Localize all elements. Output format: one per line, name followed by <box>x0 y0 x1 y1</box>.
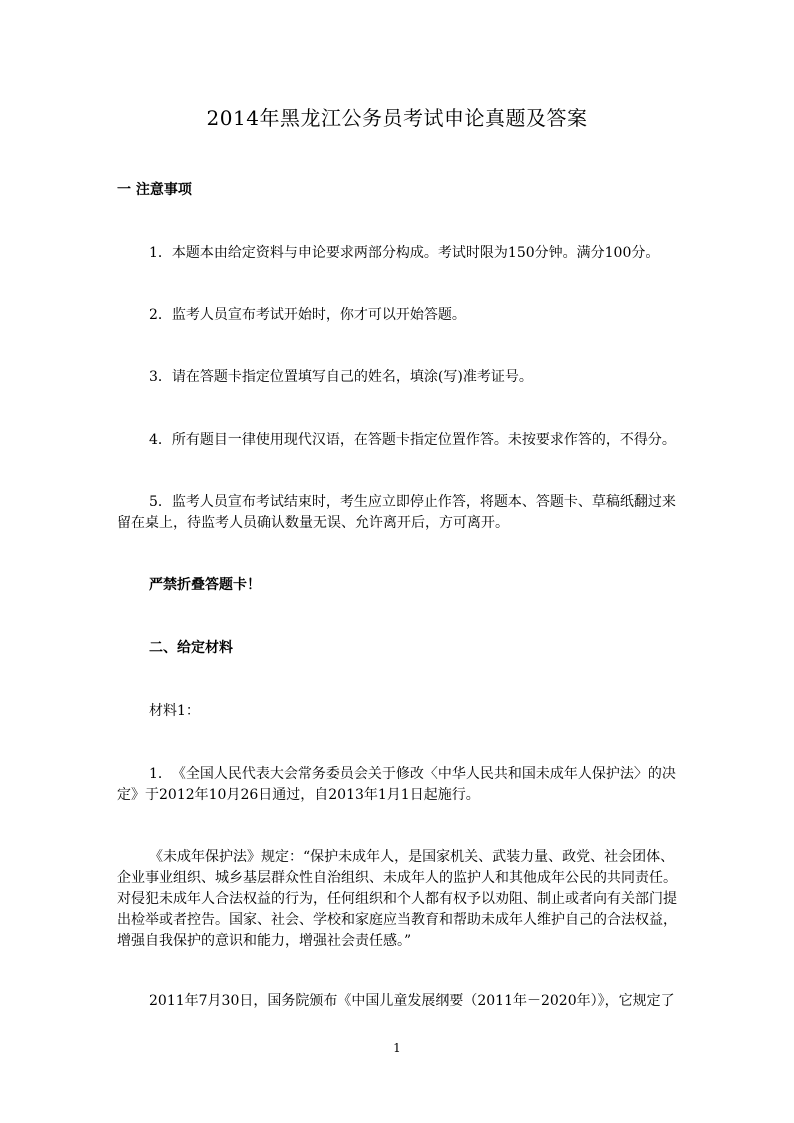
note-item-2: 2．监考人员宣布考试开始时，你才可以开始答题。 <box>149 307 466 323</box>
material-paragraph-3: 2011年7月30日，国务院颁布《中国儿童发展纲要（2011年－2020年）》，它规定了 <box>149 993 675 1009</box>
material-paragraph-2: 《未成年保护法》规定：“保护未成年人，是国家机关、武装力量、政党、社会团体、企业事业组织、城乡基层群众性自治组织、未成年人的监护人和其他成年公民的共同责任。对侵犯未成年人合法权益的行为，任何组织和个人都有权予以劝阻、制止或者向有关部门提出检举或者控告。国家、社会、学校和家庭应当教育和帮助未成年人维护自己的合法权益，增强自我保护的意识和能力，增强社会责任感。” <box>117 849 677 949</box>
material-paragraph-1: 1． 《全国人民代表大会常务委员会关于修改〈中华人民共和国未成年人保护法〉的决定》于2012年10月26日通过，自2013年1月1日起施行。 <box>117 766 676 803</box>
section-heading-materials: 二、给定材料 <box>149 640 233 656</box>
section-heading-notes: 一 注意事项 <box>117 182 192 198</box>
page-number: 1 <box>393 1041 401 1055</box>
note-item-1: 1．本题本由给定资料与申论要求两部分构成。考试时限为150分钟。满分100分。 <box>149 245 660 261</box>
note-item-5: 5．监考人员宣布考试结束时，考生应立即停止作答，将题本、答题卡、草稿纸翻过来留在桌上，待监考人员确认数量无误、允许离开后，方可离开。 <box>117 494 676 531</box>
warning-text: 严禁折叠答题卡！ <box>149 577 261 593</box>
material-label: 材料1： <box>149 703 200 719</box>
note-item-4: 4．所有题目一律使用现代汉语，在答题卡指定位置作答。未按要求作答的，不得分。 <box>149 432 676 448</box>
note-item-3: 3．请在答题卡指定位置填写自己的姓名，填涂(写)准考证号。 <box>149 369 533 385</box>
document-title: 2014年黑龙江公务员考试申论真题及答案 <box>206 106 588 130</box>
